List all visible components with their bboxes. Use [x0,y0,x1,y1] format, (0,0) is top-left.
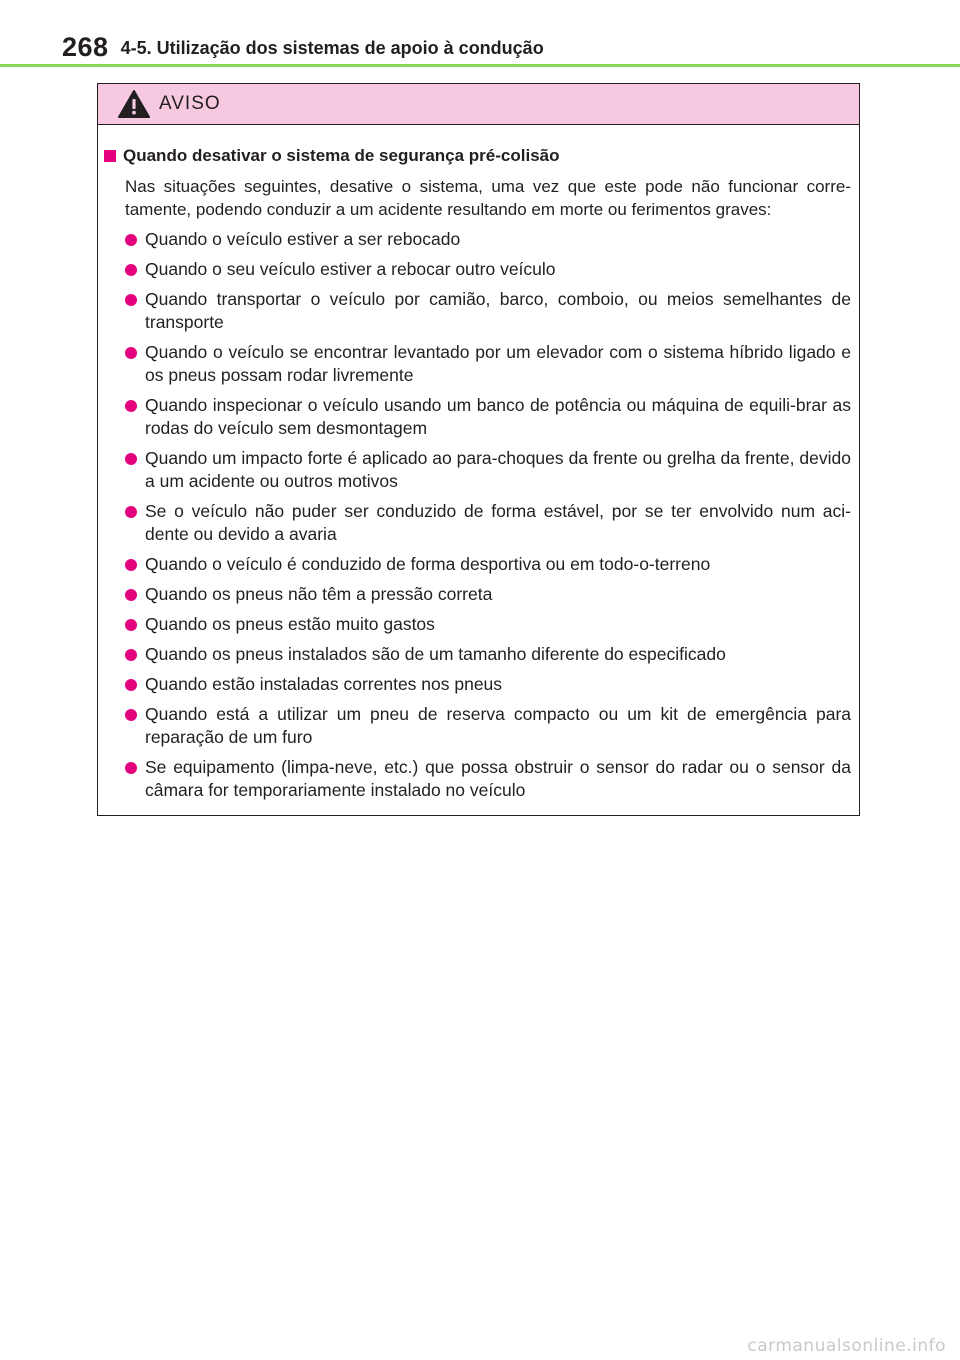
bullet-dot-icon [125,453,137,465]
bullet-dot-icon [125,762,137,774]
page-header [62,24,544,62]
warning-triangle-icon [117,89,151,119]
section-title: 4-5. Utilização dos sistemas de apoio à condução [120,38,544,58]
list-item [125,394,851,440]
warning-label: AVISO [159,93,221,114]
bullet-dot-icon [125,559,137,571]
bullet-dot-icon [125,294,137,306]
list-item [125,553,851,576]
list-item [125,288,851,334]
list-item-text: Quando está a utilizar um pneu de reserva compacto ou um kit de emergência para reparação de um furo [145,704,851,747]
list-item-text: Se equipamento (limpa-neve, etc.) que possa obstruir o sensor do radar ou o sensor da câmara for temporariamente instalado no veículo [145,757,851,800]
list-item-text: Quando o veículo se encontrar levantado por um elevador com o sistema híbrido ligado e os pneus possam rodar livremente [145,342,851,385]
list-item [125,258,851,281]
list-item-text: Quando o seu veículo estiver a rebocar outro veículo [145,259,556,279]
bullet-dot-icon [125,506,137,518]
bullet-dot-icon [125,347,137,359]
list-item [125,447,851,493]
list-item-text: Quando o veículo é conduzido de forma desportiva ou em todo-o-terreno [145,554,711,574]
page-number: 268 [62,32,109,62]
warning-intro: Nas situações seguintes, desative o sistema, uma vez que este pode não funcionar corre-tamente, podendo conduzir a um acidente resultando em morte ou ferimentos graves: [125,177,851,219]
list-item [125,500,851,546]
list-item-text: Quando transportar o veículo por camião, barco, comboio, ou meios semelhantes de transporte [145,289,851,332]
list-item-text: Quando os pneus instalados são de um tamanho diferente do especificado [145,644,726,664]
warning-list [102,228,851,802]
warning-header [98,84,859,125]
bullet-dot-icon [125,234,137,246]
list-item [125,341,851,387]
list-item [125,673,851,696]
list-item-text: Quando estão instaladas correntes nos pneus [145,674,503,694]
list-item [125,583,851,606]
list-item [125,613,851,636]
warning-box [97,83,860,816]
list-item [125,703,851,749]
warning-subheading [102,145,851,167]
list-item [125,228,851,251]
list-item-text: Se o veículo não puder ser conduzido de forma estável, por se ter envolvido num aci-dente ou devido a avaria [145,501,851,544]
bullet-dot-icon [125,400,137,412]
bullet-dot-icon [125,709,137,721]
list-item-text: Quando um impacto forte é aplicado ao para-choques da frente ou grelha da frente, devido a um acidente ou outros motivos [145,448,851,491]
list-item-text: Quando os pneus não têm a pressão correta [145,584,493,604]
bullet-dot-icon [125,589,137,601]
bullet-dot-icon [125,619,137,631]
bullet-dot-icon [125,649,137,661]
list-item-text: Quando o veículo estiver a ser rebocado [145,229,461,249]
header-divider [0,64,960,67]
bullet-dot-icon [125,264,137,276]
bullet-dot-icon [125,679,137,691]
list-item-text: Quando os pneus estão muito gastos [145,614,435,634]
list-item [125,756,851,802]
list-item [125,643,851,666]
list-item-text: Quando inspecionar o veículo usando um banco de potência ou máquina de equili-brar as rodas do veículo sem desmontagem [145,395,851,438]
watermark: carmanualsonline.info [747,1336,946,1356]
square-bullet-icon [104,150,116,162]
subheading-text: Quando desativar o sistema de segurança pré-colisão [123,146,560,165]
warning-body [98,125,859,802]
